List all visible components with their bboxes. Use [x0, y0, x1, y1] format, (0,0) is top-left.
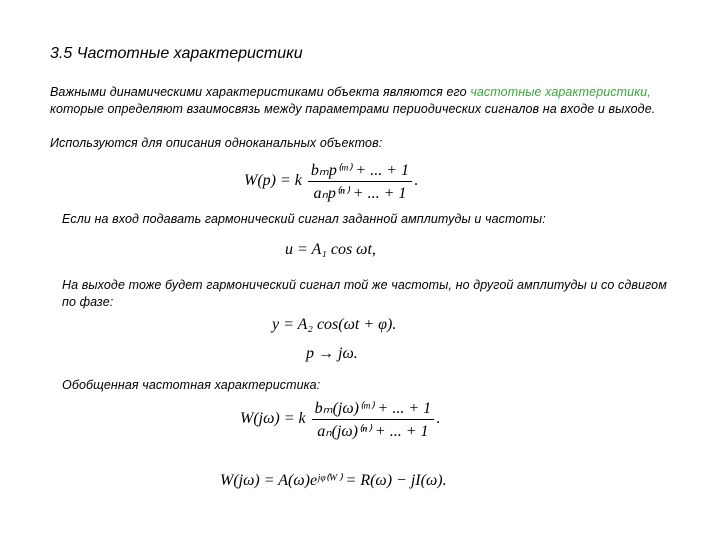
freq-period: . — [436, 410, 441, 428]
tf-fraction — [308, 160, 412, 203]
generalized-text: Обобщенная частотная характеристика: — [62, 378, 321, 392]
input-signal-formula: u = A₁ cos ωt, — [285, 241, 376, 258]
freq-left-side: W(jω) = k — [240, 410, 306, 428]
tf-period: . — [413, 172, 418, 190]
polar-form-formula: W(jω) = A(ω)eʲᵠ⁽ᵂ⁾ = R(ω) − jI(ω). — [220, 472, 447, 489]
output-signal-formula: y = A₂ cos(ωt + φ). — [272, 316, 397, 333]
usage-line: Используются для описания одноканальных объектов: — [50, 136, 383, 150]
substitution-formula: p → jω. — [306, 345, 358, 362]
tf-left-side: W(p) = k — [244, 172, 302, 190]
intro-text-start: Важными динамическими характеристиками объекта являются его — [50, 85, 471, 99]
intro-text-end: которые определяют взаимосвязь между параметрами периодических сигналов на входе и выходе. — [50, 102, 656, 116]
tf-denominator: aₙp⁽ⁿ⁾ + ... + 1 — [313, 185, 407, 202]
harmonic-input-text: Если на вход подавать гармонический сигнал заданной амплитуды и частоты: — [62, 212, 546, 226]
intro-paragraph — [50, 84, 670, 118]
transfer-function-formula — [244, 160, 418, 203]
tf-numerator: bₘp⁽ᵐ⁾ + ... + 1 — [308, 160, 412, 182]
frequency-response-formula — [240, 398, 440, 441]
page-title: 3.5 Частотные характеристики — [50, 45, 303, 62]
output-text: На выходе тоже будет гармонический сигнал той же частоты, но другой амплитуды и со сдвигом по фазе: — [62, 278, 667, 309]
freq-denominator: aₙ(jω)⁽ⁿ⁾ + ... + 1 — [317, 423, 429, 440]
freq-fraction — [312, 398, 435, 441]
intro-highlight: частотные характеристики, — [470, 85, 651, 99]
freq-numerator: bₘ(jω)⁽ᵐ⁾ + ... + 1 — [312, 398, 435, 420]
